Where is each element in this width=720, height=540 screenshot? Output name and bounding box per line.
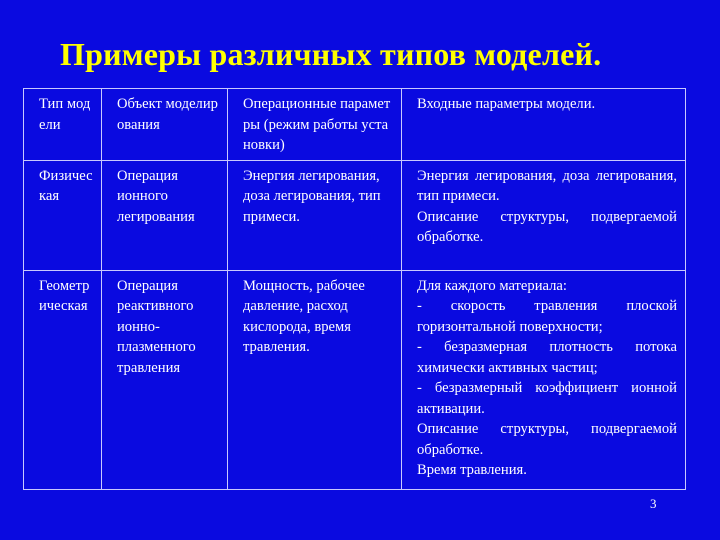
input-line: Энергия легирования, доза легирования, тип примеси. <box>417 167 677 204</box>
input-line: Описание структуры, подвергаемой обработке. <box>417 421 677 458</box>
cell-operational-params: Мощность, рабочее давление, расход кислорода, время травления. <box>228 270 402 489</box>
input-line: - скорость травления плоской горизонтальной поверхности; <box>417 298 677 335</box>
input-line: Описание структуры, подвергаемой обработке. <box>417 208 677 245</box>
input-line: - безразмерная плотность потока химически активных частиц; <box>417 339 677 376</box>
header-model-type: Тип модели <box>24 89 102 161</box>
cell-modeling-object: Операция ионного легирования <box>102 160 228 270</box>
table-row <box>24 270 686 489</box>
cell-operational-params: Энергия легирования, доза легирования, тип примеси. <box>228 160 402 270</box>
header-operational-params: Операционные параметры (режим работы установки) <box>228 89 402 161</box>
cell-modeling-object: Операция реактивного ионно-плазменного травления <box>102 270 228 489</box>
header-input-params: Входные параметры модели. <box>402 89 686 161</box>
cell-input-params <box>402 160 686 270</box>
cell-model-type: Геометрическая <box>24 270 102 489</box>
slide-title: Примеры различных типов моделей. <box>60 36 602 72</box>
cell-model-type: Физическая <box>24 160 102 270</box>
input-line: - безразмерный коэффициент ионной активации. <box>417 380 677 417</box>
page-number: 3 <box>650 496 657 511</box>
table-row <box>24 160 686 270</box>
table-header-row <box>24 89 686 161</box>
input-line: Для каждого материала: <box>417 277 567 294</box>
input-line: Время травления. <box>417 462 527 478</box>
cell-input-params <box>402 270 686 489</box>
model-types-table <box>23 88 686 490</box>
header-modeling-object: Объект моделирования <box>102 89 228 161</box>
